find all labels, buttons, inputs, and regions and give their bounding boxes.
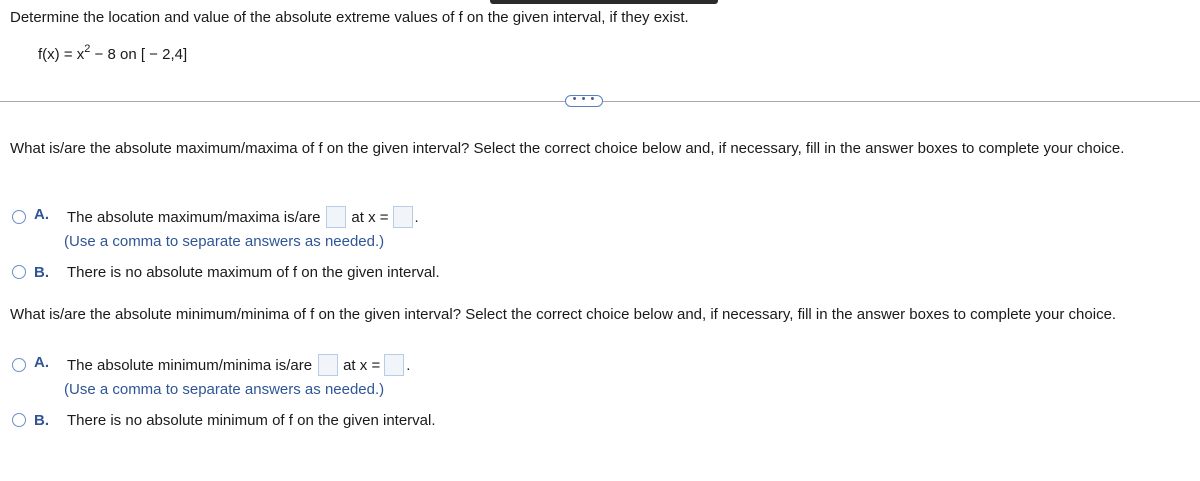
- min-choice-a-radio[interactable]: [12, 358, 26, 372]
- min-choice-a[interactable]: [12, 354, 410, 376]
- max-at-x-label: at x =: [351, 208, 389, 226]
- max-choice-a-text: The absolute maximum/maxima is/are: [67, 208, 321, 226]
- min-choice-b-letter: B.: [34, 411, 49, 429]
- max-choice-b-letter: B.: [34, 263, 49, 281]
- max-choice-a-radio[interactable]: [12, 210, 26, 224]
- min-choice-b-radio[interactable]: [12, 413, 26, 427]
- problem-prompt: Determine the location and value of the absolute extreme values of f on the given interval, if they exist.: [10, 9, 689, 26]
- min-choice-a-text: The absolute minimum/minima is/are: [67, 356, 313, 374]
- min-choice-a-hint: (Use a comma to separate answers as needed.): [64, 381, 385, 398]
- formula-prefix: f(x) = x: [38, 46, 85, 63]
- min-value-input[interactable]: [318, 354, 338, 376]
- max-choice-a[interactable]: [12, 206, 419, 228]
- max-choice-b-text: There is no absolute maximum of f on the given interval.: [67, 263, 440, 281]
- more-dots-icon: • • •: [572, 93, 596, 105]
- min-period: .: [406, 356, 411, 374]
- function-formula: [38, 43, 188, 63]
- top-scroll-indicator: [490, 0, 718, 4]
- max-choice-a-hint: (Use a comma to separate answers as needed.): [64, 233, 385, 250]
- max-choice-b[interactable]: [12, 261, 440, 283]
- max-choice-b-radio[interactable]: [12, 265, 26, 279]
- min-choice-b-text: There is no absolute minimum of f on the given interval.: [67, 411, 436, 429]
- formula-exponent: 2: [84, 43, 91, 55]
- formula-suffix: − 8 on [ − 2,4]: [90, 46, 188, 63]
- expand-button[interactable]: [565, 95, 603, 107]
- max-value-input[interactable]: [326, 206, 346, 228]
- max-period: .: [414, 208, 419, 226]
- min-choice-a-letter: A.: [34, 353, 49, 371]
- max-x-input[interactable]: [393, 206, 413, 228]
- min-choice-b[interactable]: [12, 409, 436, 431]
- min-at-x-label: at x =: [343, 356, 381, 374]
- max-question: What is/are the absolute maximum/maxima of f on the given interval? Select the correct choice below and, if necessary, fill in the answer boxes to complete your choice.: [10, 140, 1125, 157]
- min-question: What is/are the absolute minimum/minima of f on the given interval? Select the correct choice below and, if necessary, fill in the answer boxes to complete your choice.: [10, 306, 1117, 323]
- min-x-input[interactable]: [384, 354, 404, 376]
- max-choice-a-letter: A.: [34, 205, 49, 223]
